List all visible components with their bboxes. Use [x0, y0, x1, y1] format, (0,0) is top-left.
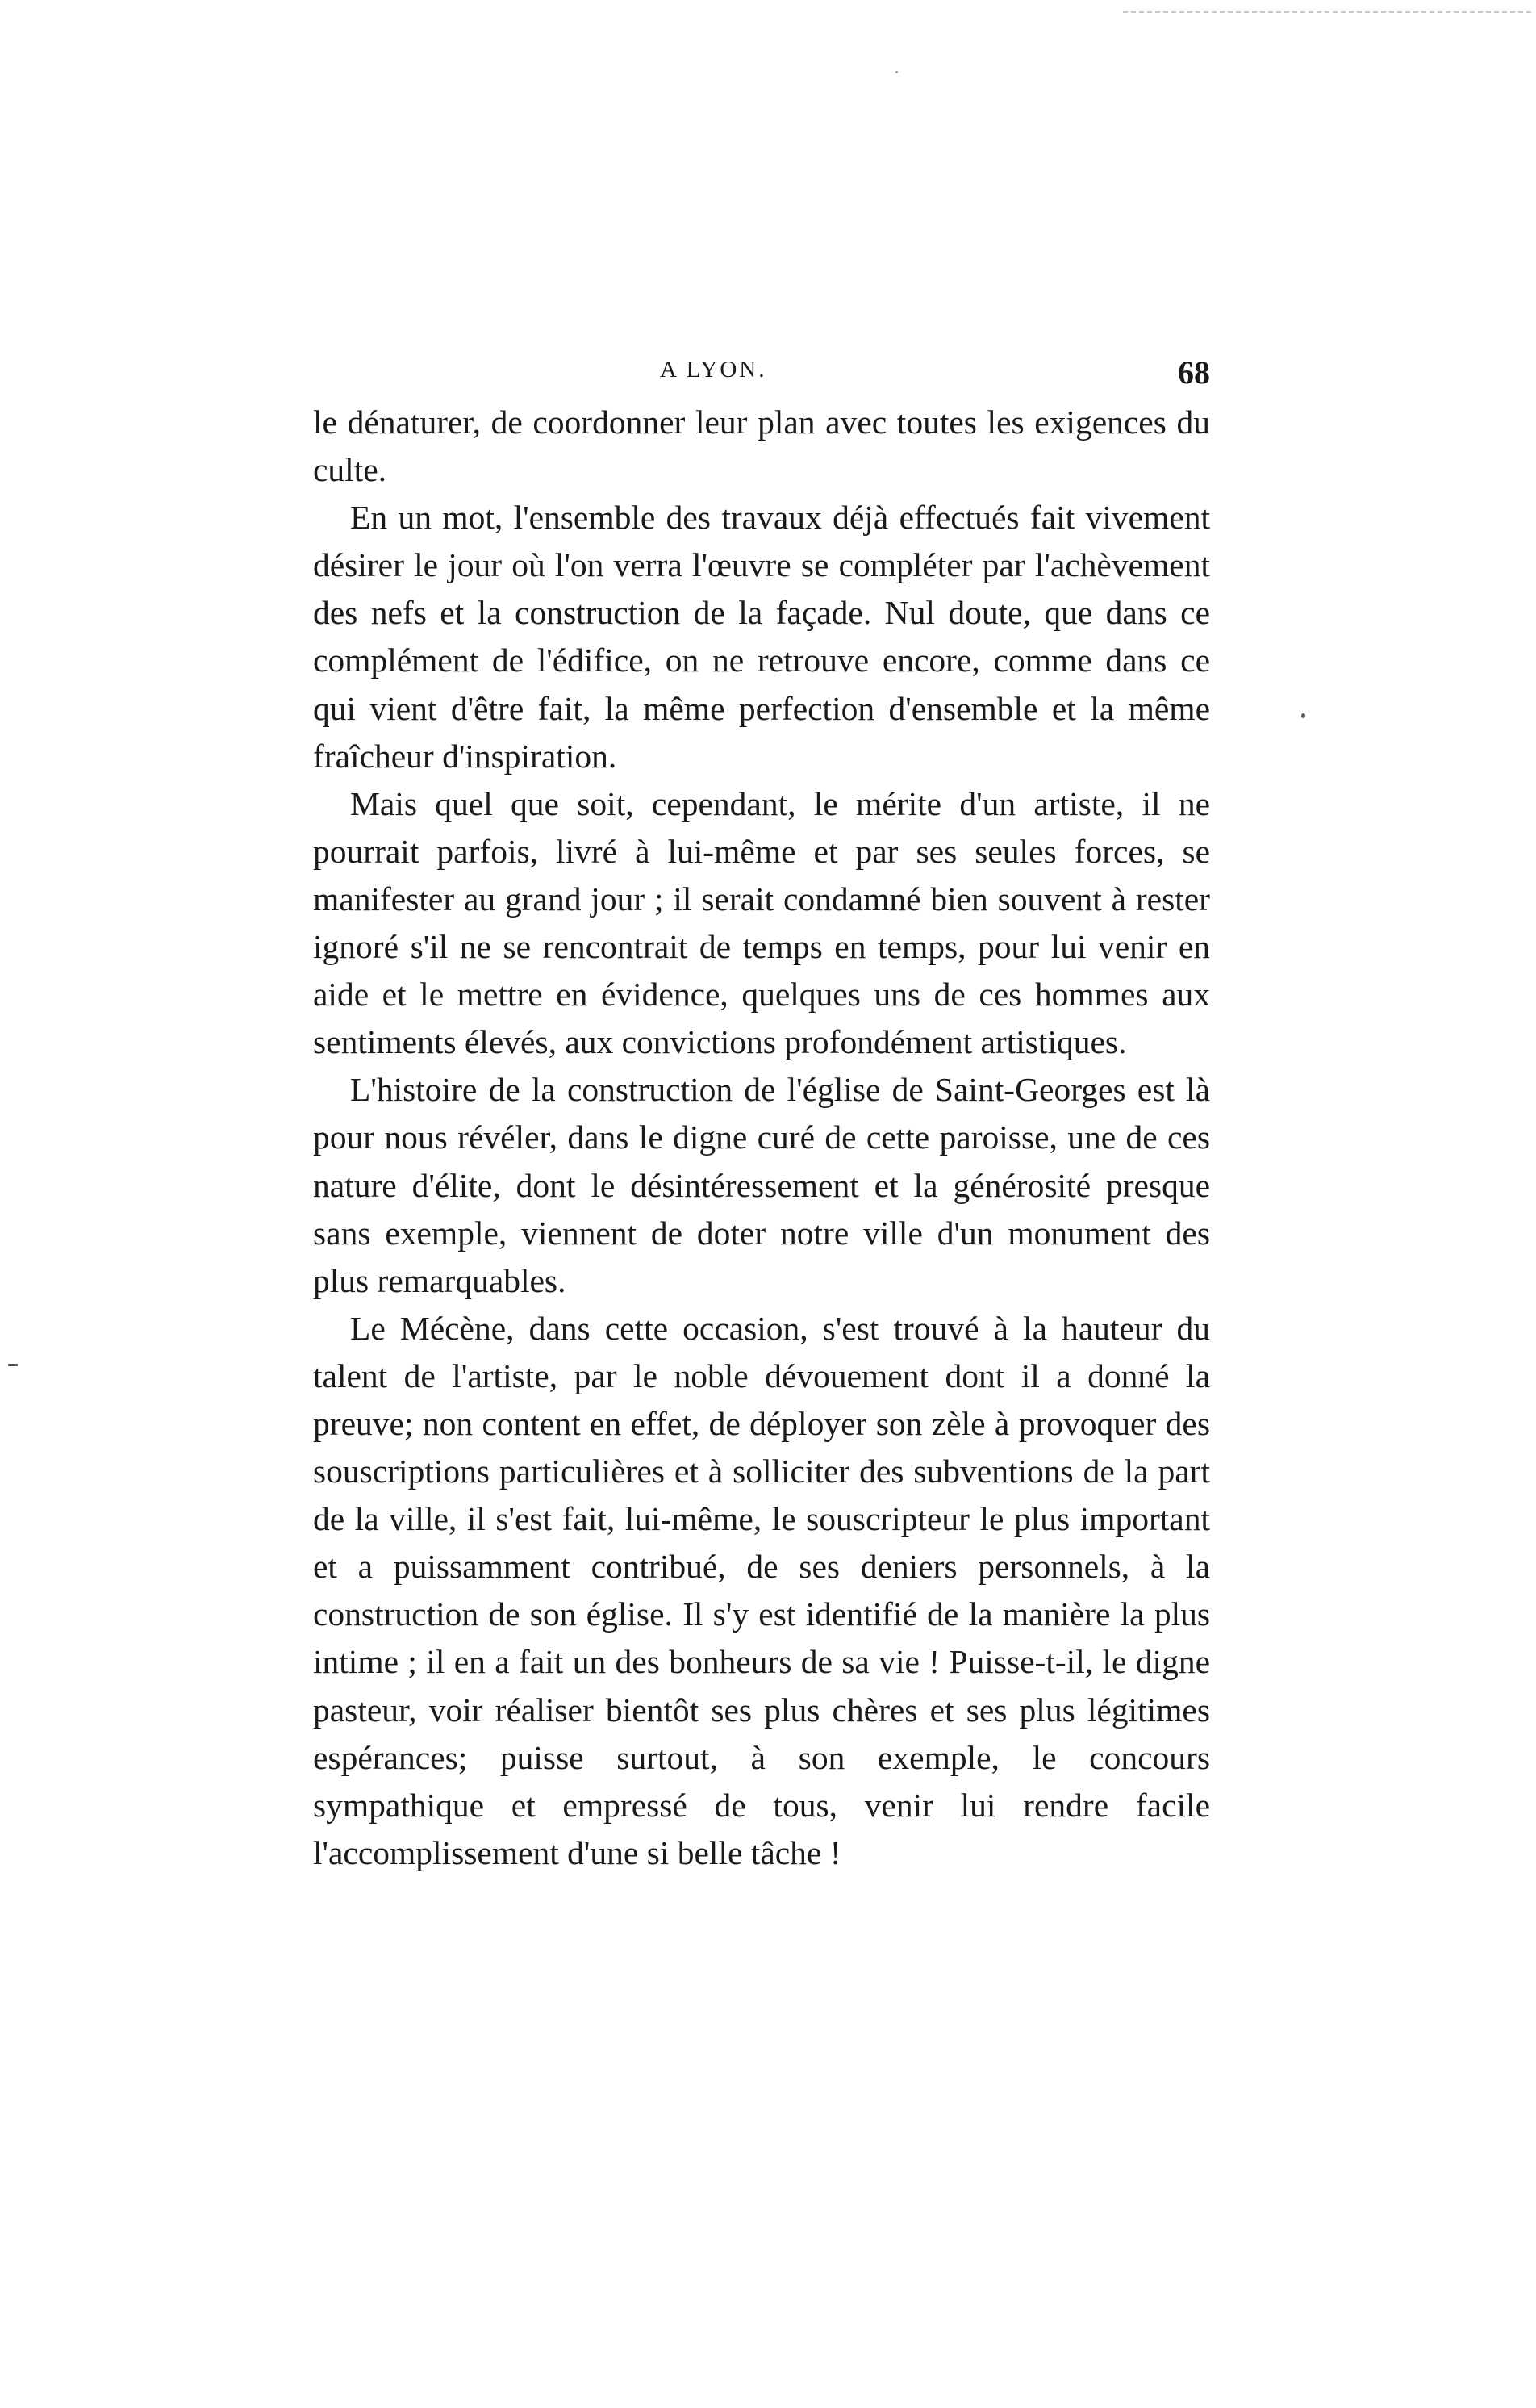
scan-edge-mark — [1123, 11, 1531, 13]
running-title: A LYON. — [660, 357, 767, 383]
paragraph-continuation: le dénaturer, de coordonner leur plan avec toutes les exigences du culte. — [313, 403, 1210, 489]
paragraph: L'histoire de la construction de l'église de Saint-Georges est là pour nous révéler, dans le digne curé de cette paroisse, une de ces nature d'élite, dont le désintéressement et la générosité presque sans exemple, viennent de doter notre ville d'un monument des plus remarquables. — [313, 1071, 1210, 1299]
body-text — [313, 399, 1210, 1877]
paragraph: Mais quel que soit, cependant, le mérite d'un artiste, il ne pourrait parfois, livré à lui-même et par ses seules forces, se manifester au grand jour ; il serait condamné bien souvent à rester ignoré s'il ne se rencontrait de temps en temps, pour lui venir en aide et le mettre en évidence, quelques uns de ces hommes aux sentiments élevés, aux convictions profondément artistiques. — [313, 784, 1210, 1061]
paper-speck — [8, 1364, 18, 1366]
paper-speck — [1301, 713, 1305, 718]
paragraph: Le Mécène, dans cette occasion, s'est trouvé à la hauteur du talent de l'artiste, par le noble dévouement dont il a donné la preuve; non content en effet, de déployer son zèle à provoquer des souscriptions particulières et à solliciter des subventions de la part de la ville, il s'est fait, lui-même, le souscripteur le plus important et a puissamment contribué, de ses deniers personnels, à la construction de son église. Il s'y est identifié de la manière la plus intime ; il en a fait un des bonheurs de sa vie ! Puisse-t-il, le digne pasteur, voir réaliser bientôt ses plus chères et ses plus légitimes espérances; puisse surtout, à son exemple, le concours sympathique et empressé de tous, venir lui rendre facile l'accomplissement d'une si belle tâche ! — [313, 1309, 1210, 1871]
paper-speck — [895, 71, 898, 73]
page-header — [313, 353, 1210, 402]
page-number: 68 — [1178, 354, 1210, 391]
paragraph: En un mot, l'ensemble des travaux déjà effectués fait vivement désirer le jour où l'on verra l'œuvre se compléter par l'achèvement des nefs et la construction de la façade. Nul doute, que dans ce complément de l'édifice, on ne retrouve encore, comme dans ce qui vient d'être fait, la même perfection d'ensemble et la même fraîcheur d'inspiration. — [313, 499, 1210, 775]
